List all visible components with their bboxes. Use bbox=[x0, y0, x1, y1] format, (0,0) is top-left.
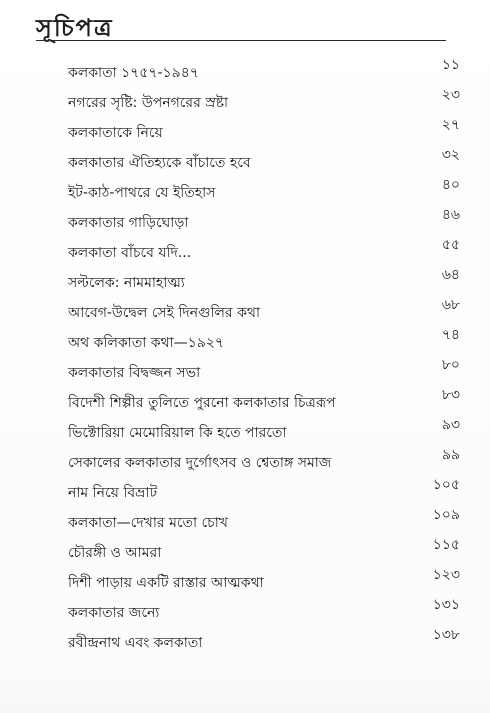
toc-entry[interactable] bbox=[68, 505, 460, 535]
toc-entry-page: ৯৩ bbox=[441, 417, 460, 433]
toc-entry[interactable] bbox=[68, 205, 460, 235]
toc-entry-page: ১২৩ bbox=[432, 567, 460, 583]
toc-entry-title: কলকাতা বাঁচবে যদি... bbox=[68, 245, 192, 261]
toc-entry[interactable] bbox=[68, 265, 460, 295]
toc-entry-title: সেকালের কলকাতার দুর্গোৎসব ও শ্বেতাঙ্গ সমাজ bbox=[68, 455, 332, 471]
toc-entry[interactable] bbox=[68, 445, 460, 475]
toc-entry-page: ১০৯ bbox=[432, 507, 460, 523]
toc-entry-title: কলকাতা ১৭৫৭-১৯৪৭ bbox=[68, 65, 199, 81]
toc-entry-title: রবীন্দ্রনাথ এবং কলকাতা bbox=[68, 635, 203, 651]
toc-entry[interactable] bbox=[68, 355, 460, 385]
toc-entry[interactable] bbox=[68, 145, 460, 175]
toc-entry[interactable] bbox=[68, 325, 460, 355]
toc-entry-title: আবেগ-উদ্বেল সেই দিনগুলির কথা bbox=[68, 305, 261, 321]
table-of-contents bbox=[68, 55, 460, 655]
toc-entry[interactable] bbox=[68, 625, 460, 655]
toc-entry-page: ১০৫ bbox=[432, 477, 460, 493]
toc-entry-title: কলকাতা—দেখার মতো চোখ bbox=[68, 515, 228, 531]
toc-entry-page: ৯৯ bbox=[441, 447, 460, 463]
toc-entry-page: ৮০ bbox=[441, 357, 460, 373]
toc-entry-title: কলকাতাকে নিয়ে bbox=[68, 125, 163, 141]
toc-entry-page: ৬৪ bbox=[441, 267, 460, 283]
toc-entry[interactable] bbox=[68, 415, 460, 445]
toc-entry-title: নাম নিয়ে বিভ্রাট bbox=[68, 485, 158, 501]
toc-entry-title: চৌরঙ্গী ও আমরা bbox=[68, 545, 162, 561]
toc-entry-title: দিশী পাড়ায় একটি রাস্তার আত্মকথা bbox=[68, 575, 264, 591]
toc-entry-title: অথ কলিকাতা কথা—১৯২৭ bbox=[68, 335, 225, 351]
toc-entry[interactable] bbox=[68, 175, 460, 205]
toc-entry-title: ভিক্টোরিয়া মেমোরিয়াল কি হতে পারতো bbox=[68, 425, 287, 441]
toc-entry-page: ৭৪ bbox=[441, 327, 460, 343]
toc-entry-title: ইট-কাঠ-পাথরে যে ইতিহাস bbox=[68, 185, 216, 201]
toc-entry-page: ২৩ bbox=[441, 87, 460, 103]
toc-entry-title: সল্টলেক: নামমাহাত্ম্য bbox=[68, 275, 185, 291]
title-divider bbox=[36, 40, 446, 41]
toc-entry-page: ১১ bbox=[441, 57, 460, 73]
toc-entry-page: ১৩১ bbox=[432, 597, 460, 613]
toc-entry-page: ৩২ bbox=[441, 147, 460, 163]
toc-entry-title: কলকাতার জন্যে bbox=[68, 605, 160, 621]
toc-entry[interactable] bbox=[68, 385, 460, 415]
toc-entry[interactable] bbox=[68, 115, 460, 145]
toc-entry[interactable] bbox=[68, 475, 460, 505]
toc-entry-title: বিদেশী শিল্পীর তুলিতে পুরনো কলকাতার চিত্ররূপ bbox=[68, 395, 336, 411]
toc-entry-title: কলকাতার ঐতিহ্যকে বাঁচাতে হবে bbox=[68, 155, 251, 171]
toc-entry-title: কলকাতার বিদ্বজ্জন সভা bbox=[68, 365, 201, 381]
toc-entry-page: ৬৮ bbox=[441, 297, 460, 313]
toc-entry-page: ১১৫ bbox=[432, 537, 460, 553]
toc-entry-page: ২৭ bbox=[441, 117, 460, 133]
toc-entry-title: কলকাতার গাড়িঘোড়া bbox=[68, 215, 189, 231]
toc-entry-page: ১৩৮ bbox=[432, 627, 460, 643]
toc-entry-page: ৮৩ bbox=[441, 387, 460, 403]
toc-entry[interactable] bbox=[68, 535, 460, 565]
page-bottom-shade bbox=[0, 673, 490, 713]
toc-entry[interactable] bbox=[68, 295, 460, 325]
toc-entry[interactable] bbox=[68, 565, 460, 595]
toc-entry[interactable] bbox=[68, 85, 460, 115]
toc-entry-title: নগরের সৃষ্টি: উপনগরের স্রষ্টা bbox=[68, 95, 229, 111]
toc-entry[interactable] bbox=[68, 55, 460, 85]
toc-entry-page: ৪০ bbox=[441, 177, 460, 193]
page-title: সূচিপত্র bbox=[36, 14, 114, 42]
toc-entry-page: ৪৬ bbox=[441, 207, 460, 223]
toc-entry[interactable] bbox=[68, 235, 460, 265]
toc-entry-page: ৫৫ bbox=[441, 237, 460, 253]
toc-entry[interactable] bbox=[68, 595, 460, 625]
